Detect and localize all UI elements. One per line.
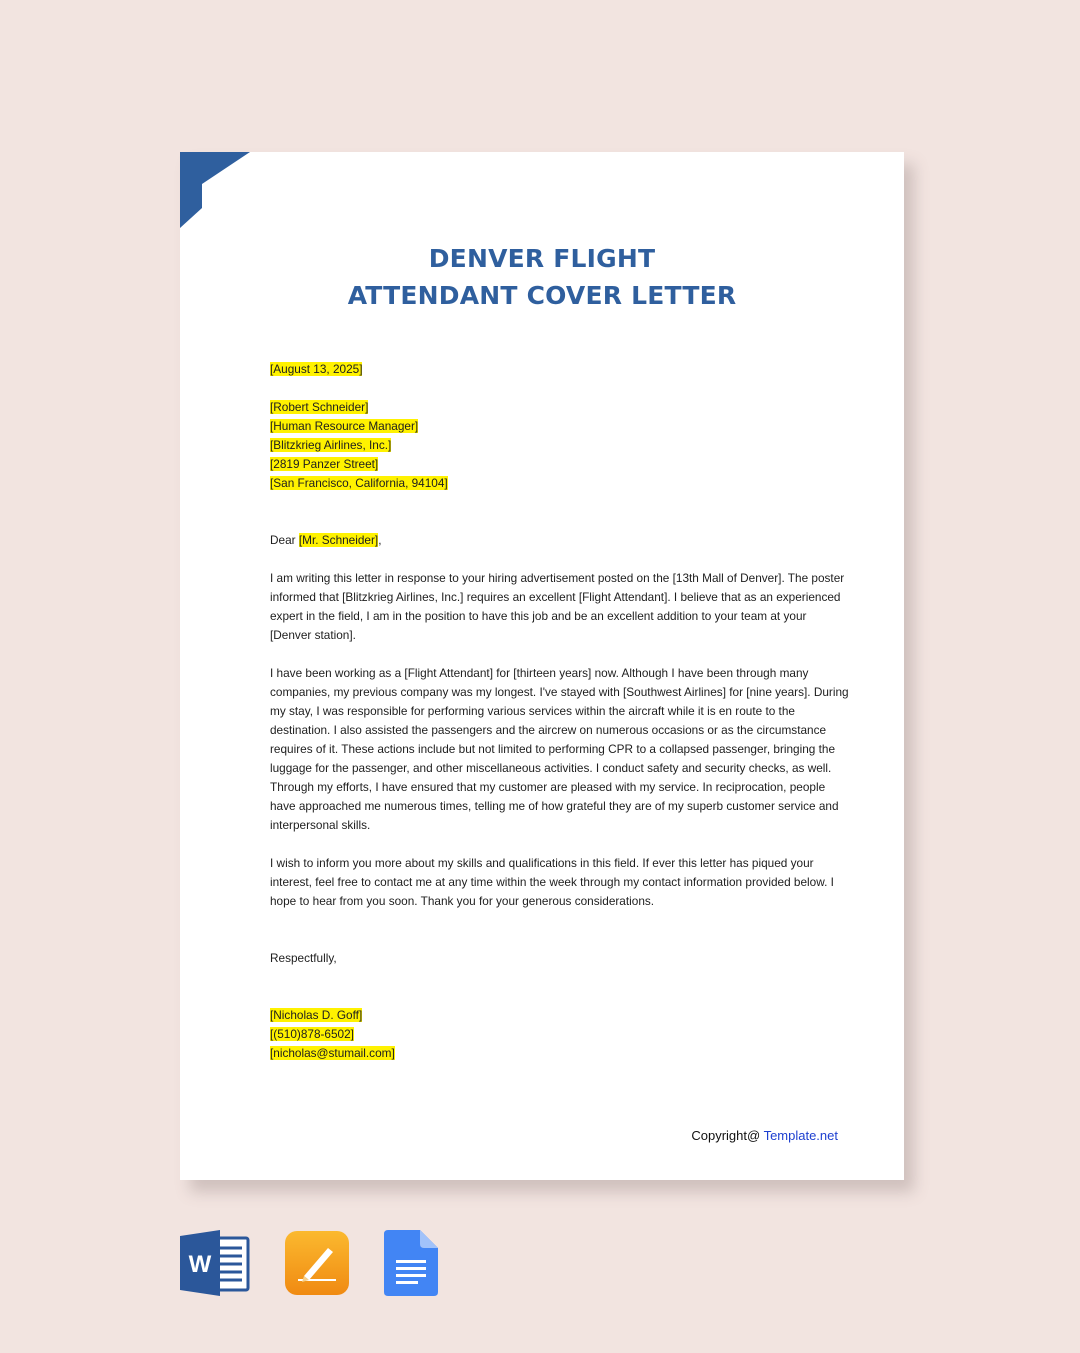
paragraph-1: I am writing this letter in response to your hiring advertisement posted on the [13th Mall of Denver]. The poster informed that [Blitzkrieg Airlines, Inc.] requires an excellent [Flight Attendant]. I believe that as an experienced expert in the field, I am in the position to have this job and be an excellent addition to your team at your [Denver station]. xyxy=(270,571,845,642)
letter-body xyxy=(270,360,850,1063)
corner-decoration xyxy=(180,152,252,232)
paragraph-3: I wish to inform you more about my skills and qualifications in this field. If ever this letter has piqued your interest, feel free to contact me at any time within the week through my contact information provided below. I hope to hear from you soon. Thank you for your generous considerations. xyxy=(270,856,834,908)
sender-phone: [(510)878-6502] xyxy=(270,1027,354,1041)
word-icon[interactable] xyxy=(180,1230,250,1296)
recipient-street: [2819 Panzer Street] xyxy=(270,457,379,471)
copyright: Copyright@ Template.net xyxy=(691,1128,838,1143)
salutation: Dear [Mr. Schneider], xyxy=(270,533,382,547)
recipient-title: [Human Resource Manager] xyxy=(270,419,419,433)
title-line-1: DENVER FLIGHT xyxy=(428,244,656,273)
paragraph-2: I have been working as a [Flight Attendant] for [thirteen years] now. Although I have been through many companies, my previous company was my longest. I've stayed with [Southwest Airlines] for [nine years]. During my stay, I was responsible for performing various services within the aircraft while it is en route to the destination. I also assisted the passengers and the aircrew on numerous occasions or as the circumstance requires of it. These actions include but not limited to performing CPR to a collapsed passenger, bringing the luggage for the passenger, and other miscellaneous activities. I conduct safety and security checks, as well. Through my efforts, I have ensured that my customer are pleased with my service. In reciprocation, people have approached me numerous times, telling me of how grateful they are of my superb customer service and interpersonal skills. xyxy=(270,666,849,832)
recipient-company: [Blitzkrieg Airlines, Inc.] xyxy=(270,438,392,452)
letter-date: [August 13, 2025] xyxy=(270,362,363,376)
copyright-brand-link[interactable]: Template.net xyxy=(763,1128,838,1143)
salutation-name: [Mr. Schneider] xyxy=(298,533,379,547)
sender-name: [Nicholas D. Goff] xyxy=(270,1008,363,1022)
word-icon-letter: W xyxy=(188,1251,212,1278)
recipient-city: [San Francisco, California, 94104] xyxy=(270,476,448,490)
pages-icon[interactable] xyxy=(284,1230,350,1296)
recipient-name: [Robert Schneider] xyxy=(270,400,369,414)
letter-page xyxy=(180,152,904,1180)
google-docs-icon[interactable] xyxy=(384,1230,438,1296)
page-title xyxy=(180,240,904,314)
closing: Respectfully, xyxy=(270,951,337,965)
sender-email: [nicholas@stumail.com] xyxy=(270,1046,395,1060)
title-line-2: ATTENDANT COVER LETTER xyxy=(347,281,737,310)
